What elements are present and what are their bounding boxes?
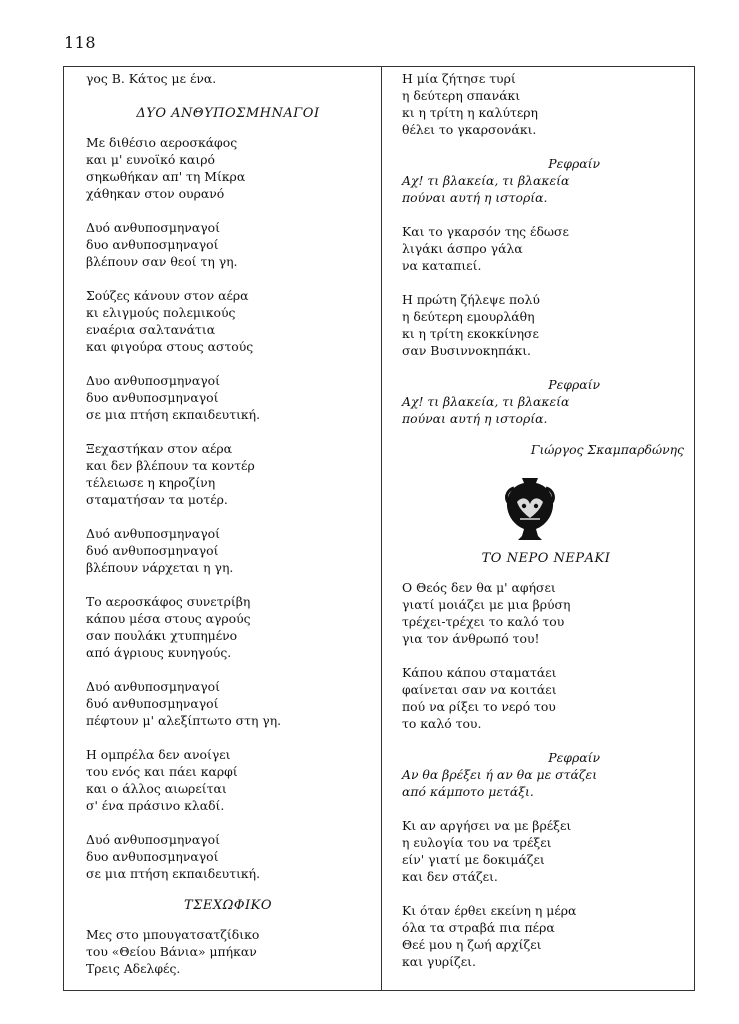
verse-line: τρέχει-τρέχει το καλό του bbox=[402, 614, 565, 629]
verse-line: σ' ένα πράσινο κλαδί. bbox=[86, 798, 225, 813]
poem-title-to-nero-neraki: ΤΟ ΝΕΡΟ ΝΕΡΑΚΙ bbox=[481, 551, 611, 566]
verse-line: Θεέ μου η ζωή αρχίζει bbox=[402, 937, 542, 952]
verse-line: βλέπουν νάρχεται η γη. bbox=[86, 560, 234, 575]
verse-line: Κάπου κάπου σταματάει bbox=[402, 665, 557, 680]
verse-line: η δεύτερη σπανάκι bbox=[402, 88, 521, 103]
verse-line: και γυρίζει. bbox=[402, 954, 476, 969]
verse-line: Δυό ανθυποσμηναγοί bbox=[86, 526, 220, 541]
refrain-2 bbox=[402, 376, 684, 427]
verse-line: βλέπουν σαν θεοί τη γη. bbox=[86, 254, 238, 269]
verse-line: να καταπιεί. bbox=[402, 258, 482, 273]
amphora-icon bbox=[502, 474, 558, 544]
verse-line: η δεύτερη εμουρλάθη bbox=[402, 309, 535, 324]
verse-line: Η μία ζήτησε τυρί bbox=[402, 71, 516, 86]
verse-line: Αχ! τι βλακεία, τι βλακεία bbox=[402, 394, 570, 409]
verse-line: του «Θείου Βάνια» μπήκαν bbox=[86, 944, 257, 959]
verse-line: το καλό του. bbox=[402, 716, 482, 731]
verse-line: κάπου μέσα στους αγρούς bbox=[86, 611, 251, 626]
verse-line: Αν θα βρέξει ή αν θα με στάζει bbox=[402, 767, 598, 782]
poem-stanza bbox=[86, 372, 370, 423]
verse-line: πούναι αυτή η ιστορία. bbox=[402, 190, 548, 205]
verse-line: όλα τα στραβά πια πέρα bbox=[402, 920, 555, 935]
verse-line: χάθηκαν στον ουρανό bbox=[86, 186, 225, 201]
left-column bbox=[86, 70, 370, 994]
verse-line: Κι αν αργήσει να με βρέξει bbox=[402, 818, 572, 833]
poem-title-tsechofiko: ΤΣΕΧΩΦΙΚΟ bbox=[183, 898, 273, 913]
verse-line: και δεν βλέπουν τα κοντέρ bbox=[86, 458, 255, 473]
verse-line: από κάμποτο μετάξι. bbox=[402, 784, 534, 799]
verse-line: σηκωθήκαν απ' τη Μίκρα bbox=[86, 169, 246, 184]
verse-line: κι η τρίτη η καλύτερη bbox=[402, 105, 538, 120]
page-number: 118 bbox=[64, 33, 97, 52]
verse-line: κι ελιγμούς πολεμικούς bbox=[86, 305, 236, 320]
verse-line: σταματήσαν τα μοτέρ. bbox=[86, 492, 228, 507]
verse-line: Τρεις Αδελφές. bbox=[86, 961, 181, 976]
stanza-argisei bbox=[402, 817, 684, 885]
poem-stanza bbox=[86, 219, 370, 270]
verse-line: Το αεροσκάφος συνετρίβη bbox=[86, 594, 251, 609]
poem-stanza bbox=[86, 746, 370, 814]
stanza-gala bbox=[402, 223, 684, 274]
verse-line: σε μια πτήση εκπαιδευτική. bbox=[86, 407, 261, 422]
verse-line: δυό ανθυποσμηναγοί bbox=[86, 696, 219, 711]
verse-line: Δυό ανθυποσμηναγοί bbox=[86, 832, 220, 847]
verse-line: κι η τρίτη εκοκκίνησε bbox=[402, 326, 539, 341]
poem-stanza bbox=[86, 525, 370, 576]
verse-line: Ο Θεός δεν θα μ' αφήσει bbox=[402, 580, 556, 595]
verse-line: δυο ανθυποσμηναγοί bbox=[86, 237, 219, 252]
verse-line: πούναι αυτή η ιστορία. bbox=[402, 411, 548, 426]
verse-line: Αχ! τι βλακεία, τι βλακεία bbox=[402, 173, 570, 188]
verse-line: Δυο ανθυποσμηναγοί bbox=[86, 373, 220, 388]
refrain-1 bbox=[402, 155, 684, 206]
verse-line: Και το γκαρσόν της έδωσε bbox=[402, 224, 569, 239]
verse-line: Ξεχαστήκαν στον αέρα bbox=[86, 441, 233, 456]
verse-line: Με διθέσιο αεροσκάφος bbox=[86, 135, 238, 150]
verse-line: πού να ρίξει το νερό του bbox=[402, 699, 556, 714]
verse-line: Μες στο μπουγατσατζίδικο bbox=[86, 927, 260, 942]
verse-line: φαίνεται σαν να κοιτάει bbox=[402, 682, 557, 697]
verse-line: δυό ανθυποσμηναγοί bbox=[86, 543, 219, 558]
intro-line: γος Β. Κάτος με ένα. bbox=[86, 71, 217, 86]
refrain-label: Ρεφραίν bbox=[548, 156, 600, 171]
stanza-stamataei bbox=[402, 664, 684, 732]
stanza-mera bbox=[402, 902, 684, 970]
poem-stanza bbox=[86, 831, 370, 882]
verse-line: και δεν στάζει. bbox=[402, 869, 498, 884]
verse-line: θέλει το γκαρσονάκι. bbox=[402, 122, 537, 137]
verse-line: τέλειωσε η κηροζίνη bbox=[86, 475, 216, 490]
poem-stanza bbox=[86, 678, 370, 729]
verse-line: του ενός και πάει καρφί bbox=[86, 764, 238, 779]
verse-line: Δυό ανθυποσμηναγοί bbox=[86, 679, 220, 694]
verse-line: η ευλογία του να τρέξει bbox=[402, 835, 552, 850]
poem-title-anthyposminagoi: ΔΥΟ ΑΝΘΥΠΟΣΜΗΝΑΓΟΙ bbox=[136, 106, 320, 121]
poem-stanza-tsechofiko bbox=[86, 926, 370, 977]
verse-line: και φιγούρα στους αστούς bbox=[86, 339, 254, 354]
verse-line: δυο ανθυποσμηναγοί bbox=[86, 390, 219, 405]
verse-line: για τον άνθρωπό του! bbox=[402, 631, 540, 646]
refrain-3 bbox=[402, 749, 684, 800]
poem-body-anthyposminagoi bbox=[86, 134, 370, 882]
verse-line: σε μια πτήση εκπαιδευτική. bbox=[86, 866, 261, 881]
stanza-tyri bbox=[402, 70, 684, 138]
author-signature: Γιώργος Σκαμπαρδώνης bbox=[530, 442, 684, 457]
poem-stanza bbox=[86, 440, 370, 508]
verse-line: πέφτουν μ' αλεξίπτωτο στη γη. bbox=[86, 713, 282, 728]
poem-stanza bbox=[86, 134, 370, 202]
stanza-theos bbox=[402, 579, 684, 647]
verse-line: Κι όταν έρθει εκείνη η μέρα bbox=[402, 903, 577, 918]
verse-line: σαν Βυσιννοκηπάκι. bbox=[402, 343, 531, 358]
verse-line: Σούζες κάνουν στον αέρα bbox=[86, 288, 249, 303]
poem-stanza bbox=[86, 593, 370, 661]
verse-line: λιγάκι άσπρο γάλα bbox=[402, 241, 523, 256]
verse-line: είν' γιατί με δοκιμάζει bbox=[402, 852, 545, 867]
verse-line: δυο ανθυποσμηναγοί bbox=[86, 849, 219, 864]
verse-line: Δυό ανθυποσμηναγοί bbox=[86, 220, 220, 235]
verse-line: Η ομπρέλα δεν ανοίγει bbox=[86, 747, 231, 762]
verse-line: γιατί μοιάζει με μια βρύση bbox=[402, 597, 571, 612]
column-divider bbox=[381, 66, 382, 991]
verse-line: και μ' ευνοϊκό καιρό bbox=[86, 152, 215, 167]
stanza-zilepse bbox=[402, 291, 684, 359]
refrain-label: Ρεφραίν bbox=[548, 750, 600, 765]
verse-line: Η πρώτη ζήλεψε πολύ bbox=[402, 292, 540, 307]
right-column bbox=[402, 70, 684, 987]
poem-stanza bbox=[86, 287, 370, 355]
verse-line: και ο άλλος αιωρείται bbox=[86, 781, 227, 796]
verse-line: εναέρια σαλτανάτια bbox=[86, 322, 216, 337]
verse-line: σαν πουλάκι χτυπημένο bbox=[86, 628, 238, 643]
verse-line: από άγριους κυνηγούς. bbox=[86, 645, 232, 660]
refrain-label: Ρεφραίν bbox=[548, 377, 600, 392]
